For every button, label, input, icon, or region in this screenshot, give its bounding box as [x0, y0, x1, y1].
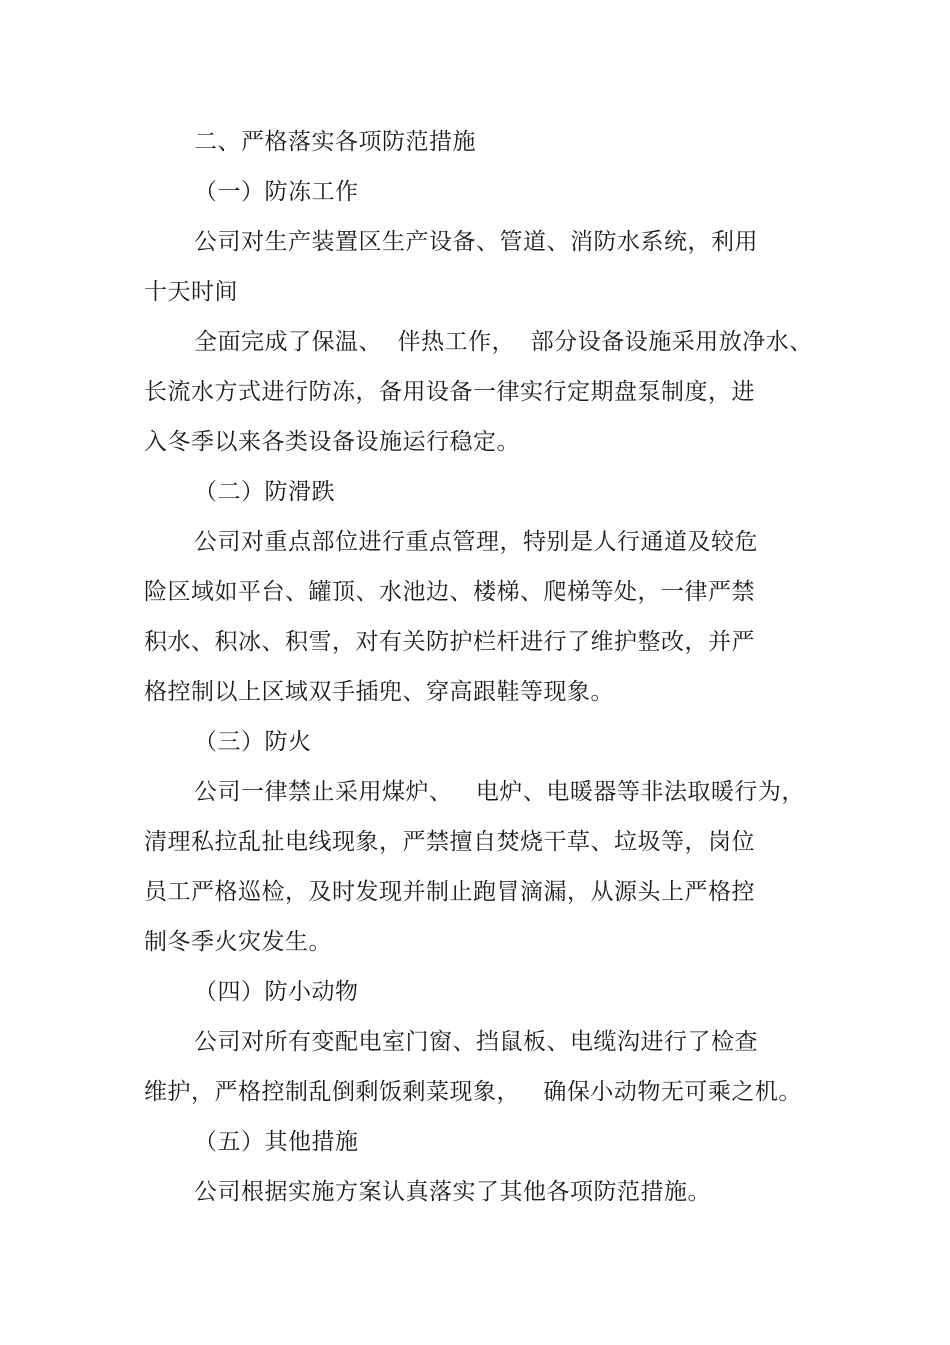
paragraph-line: 积水、积冰、积雪，对有关防护栏杆进行了维护整改，并严 — [144, 629, 755, 655]
paragraph-line: 公司一律禁止采用煤炉、 电炉、电暖器等非法取暖行为， — [194, 779, 805, 805]
subsection-heading-4: （四）防小动物 — [194, 979, 359, 1005]
paragraph-line: 公司根据实施方案认真落实了其他各项防范措施。 — [194, 1179, 711, 1205]
paragraph-line: 入冬季以来各类设备设施运行稳定。 — [144, 429, 520, 455]
paragraph-line: 全面完成了保温、 伴热工作， 部分设备设施采用放净水、 — [194, 329, 813, 355]
paragraph-line: 公司对所有变配电室门窗、挡鼠板、电缆沟进行了检查 — [194, 1029, 758, 1055]
paragraph-line: 长流水方式进行防冻，备用设备一律实行定期盘泵制度，进 — [144, 379, 755, 405]
section-heading: 二、严格落实各项防范措施 — [194, 129, 476, 155]
subsection-heading-3: （三）防火 — [194, 729, 312, 755]
paragraph-line: 清理私拉乱扯电线现象，严禁擅自焚烧干草、垃圾等，岗位 — [144, 829, 755, 855]
paragraph-line: 公司对生产装置区生产设备、管道、消防水系统，利用 — [194, 229, 758, 255]
paragraph-line: 险区域如平台、罐顶、水池边、楼梯、爬梯等处，一律严禁 — [144, 579, 755, 605]
paragraph-line: 制冬季火灾发生。 — [144, 929, 332, 955]
paragraph-line: 格控制以上区域双手插兜、穿高跟鞋等现象。 — [144, 679, 614, 705]
subsection-heading-1: （一）防冻工作 — [194, 179, 359, 205]
paragraph-line: 维护，严格控制乱倒剩饭剩菜现象， 确保小动物无可乘之机。 — [144, 1079, 802, 1105]
subsection-heading-5: （五）其他措施 — [194, 1129, 359, 1155]
paragraph-line: 员工严格巡检，及时发现并制止跑冒滴漏，从源头上严格控 — [144, 879, 755, 905]
paragraph-line: 公司对重点部位进行重点管理，特别是人行通道及较危 — [194, 529, 758, 555]
paragraph-line: 十天时间 — [144, 279, 238, 305]
subsection-heading-2: （二）防滑跌 — [194, 479, 335, 505]
